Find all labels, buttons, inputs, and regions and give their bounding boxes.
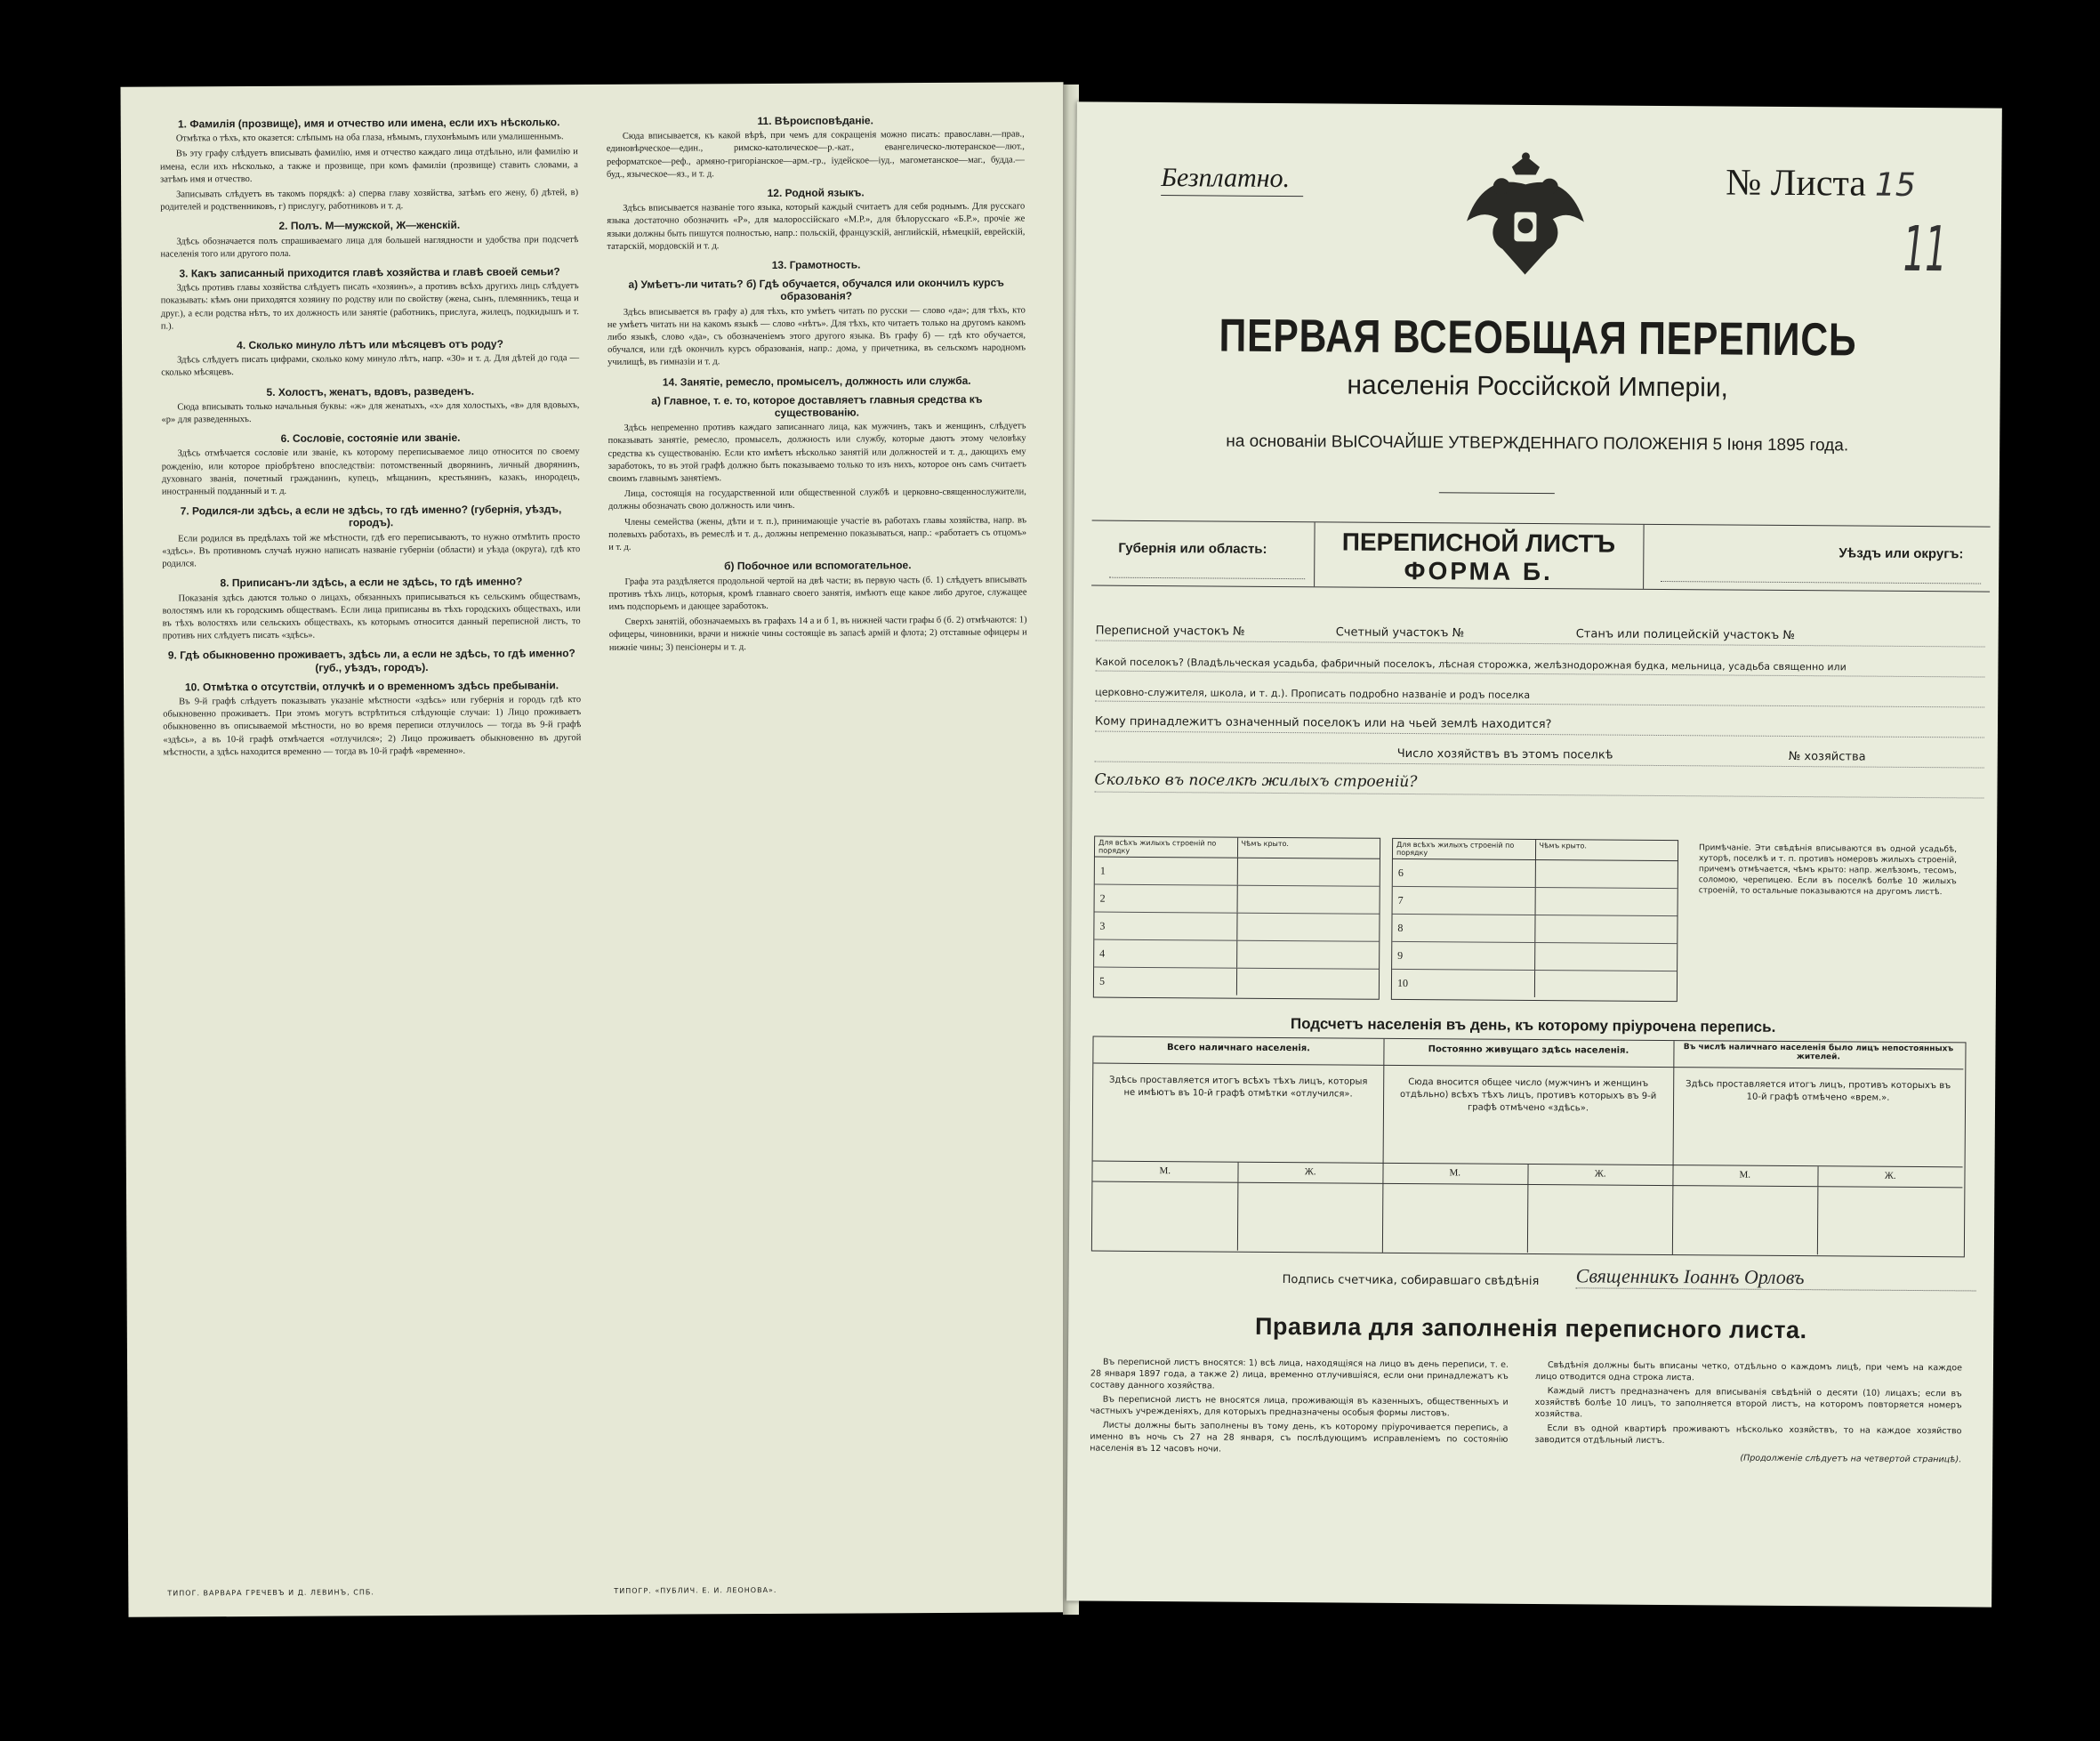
paragraph: Члены семейства (жены, дѣти и т. п.), принимающіе участіе въ работахъ главы хозяйства, напр. въ полевыхъ работахъ, въ ремеслѣ и т. д., должны непременно показываться, напр.: «работаетъ съ отцомъ» и т. д.: [608, 515, 1027, 553]
underline: [1161, 195, 1303, 197]
buildings-table-right: [1391, 838, 1678, 1002]
pop-col-total: [1092, 1037, 1385, 1253]
form-name-box: [1314, 522, 1644, 589]
census-form-front-page: [1066, 101, 2002, 1607]
household-count-label: Число хозяйствъ въ этомъ поселкѣ: [1396, 746, 1613, 762]
free-of-charge-label: Безплатно.: [1161, 163, 1291, 194]
table-row[interactable]: 9: [1392, 942, 1677, 971]
section-heading: б) Побочное или вспомогательное.: [724, 559, 912, 573]
section-heading: 1. Фамилія (прозвище), имя и отчество или имена, если ихъ нѣсколько.: [177, 116, 560, 131]
paragraph: Отмѣтка о тѣхъ, кто оказется: слѣпымъ на оба глаза, нѣмымъ, глухонѣмымъ или умалишеннымъ.: [175, 132, 564, 144]
table-row[interactable]: 5: [1094, 968, 1379, 996]
printer-imprint: ТИПОГ. ВАРВАРА ГРЕЧЕВЪ И Д. ЛЕВИНЪ, СПБ.: [167, 1588, 374, 1598]
male-label: М.: [1672, 1165, 1818, 1186]
form-name: ПЕРЕПИСНОЙ ЛИСТЪ: [1341, 528, 1616, 558]
buildings-count-label: Сколько въ поселкѣ жилыхъ строеній?: [1094, 770, 1418, 792]
uezd-label: Уѣздъ или округъ:: [1839, 545, 1964, 562]
guberniya-blank: [1109, 577, 1305, 580]
table-row[interactable]: 1: [1095, 858, 1380, 887]
form-type: ФОРМА Б.: [1404, 556, 1553, 586]
household-number-label: № хозяйства: [1788, 749, 1866, 764]
section-heading: 2. Полъ. М—мужской, Ж—женскій.: [278, 219, 461, 233]
pop-col-permanent: [1382, 1039, 1675, 1254]
handwritten-sheet-number: 11: [1903, 212, 1948, 286]
paragraph: Сверхъ занятій, обозначаемыхъ въ графахъ 14 а и б 1, въ нижней части графы б (б. 2) отмѣчаются: 1) офицеры, чиновники, врачи и нижніе чины состоящіе въ запасѣ армій и флота; 2) отставные офицеры и нижніе чины; 3) пенсіонеры и т. д.: [608, 615, 1027, 653]
settlement-owner-label: Кому принадлежитъ означенный поселокъ или на чьей землѣ находится?: [1094, 714, 1552, 732]
pop-col-desc: Здѣсь проставляется итогъ всѣхъ тѣхъ лицъ, которыя не имѣютъ въ 10-й графѣ отмѣтки «отлучился».: [1093, 1064, 1384, 1164]
rules-column-1: [1090, 1357, 1509, 1460]
double-headed-eagle-icon: [1458, 149, 1592, 283]
section-heading: 12. Родной языкъ.: [767, 186, 865, 199]
section-heading: 11. Вѣроисповѣданіе.: [757, 114, 873, 128]
pop-col-header: Въ числѣ наличнаго населенія было лицъ непостоянныхъ жителей.: [1673, 1041, 1963, 1069]
male-temporary-cell[interactable]: [1672, 1186, 1818, 1254]
section-heading: 7. Родился-ли здѣсь, а если не здѣсь, то гдѣ именно? (губернія, уѣздъ, городъ).: [180, 503, 562, 529]
female-temporary-cell[interactable]: [1817, 1187, 1962, 1255]
paragraph: Здѣсь противъ главы хозяйства слѣдуетъ писать «хозяинъ», а противъ всѣхъ другихъ лицъ слѣдуетъ показывать: кѣмъ они приходятся хозяину по родству или по свойству (жена, сынъ, племянникъ, теща и друг.), а если родства нѣтъ, то их должность или занятіе (работникъ, прислуга, жилецъ, подкидышъ и т. п.).: [160, 281, 579, 332]
table-row[interactable]: 4: [1094, 940, 1379, 970]
counting-district-label: Счетный участокъ №: [1335, 625, 1465, 641]
table-row[interactable]: 3: [1094, 913, 1379, 942]
rules-title: Правила для заполненія переписного листа.: [1254, 1312, 1807, 1344]
paragraph: Сюда вписывать только начальныя буквы: «ж» для женатыхъ, «х» для холостыхъ, «в» для вдовыхъ, «р» для разведенныхъ.: [161, 399, 580, 425]
guberniya-label: Губернія или область:: [1118, 540, 1267, 557]
continued-note: (Продолженіе слѣдуетъ на четвертой страницѣ).: [1740, 1453, 1962, 1465]
paragraph: Въ 9-й графѣ слѣдуетъ показывать указаніе мѣстности «здѣсь» или губернія и городъ гдѣ кто обыкновенно проживаетъ. При этомъ могутъ встрѣтиться слѣдующіе случаи: 1) Лицо проживаетъ обыкновенно въ описываемой мѣстности, но во время переписи отлучилось — тогда въ 9-й графѣ «здѣсь», а въ 10-й графѣ отмѣчается «отлучился»; 2) Лицо проживаетъ обыкновенно въ другой мѣстности, а здѣсь находится временно — тогда въ 10-й графѣ «временно».: [163, 695, 582, 758]
sheet-number-label: № Листа: [1726, 162, 1867, 205]
buildings-col-header-2: Для всѣхъ жилыхъ строеній по порядку: [1393, 839, 1536, 859]
enumerator-signature[interactable]: Священникъ Іоаннъ Орловъ: [1576, 1264, 1976, 1291]
paragraph: Графа эта раздѣляется продольной чертой на двѣ части; въ первую часть (б. 1) слѣдуетъ вписывать противъ тѣхъ лицъ, которыя, кромѣ главнаго своего занятія, имѣютъ еще какое либо другое, служащее имъ подспорьемъ и дающее заработокъ.: [608, 574, 1027, 612]
buildings-table-left: [1093, 836, 1380, 1000]
population-count-table: [1091, 1036, 1967, 1258]
paragraph: Здѣсь вписывается названіе того языка, который каждый считаетъ для себя роднымъ. Для русскаго языка достаточно обозначить «Р», для малороссійскаго «М.Р.», для бѣлорусскаго «Б.Р.», прочіе же языки должны быть пишутся полностью, напр.: польскій, французскій, английскій, нѣмецкій, еврейскій, татарскій, мордовскій и т. д.: [607, 201, 1026, 252]
paragraph: Лица, состоящія на государственной или общественной службѣ и церковно-священнослужители, должны обозначать свою должность или чинъ.: [607, 487, 1026, 512]
female-label: Ж.: [1304, 1166, 1316, 1178]
section-heading: 3. Какъ записанный приходится главѣ хозяйства и главѣ своей семьи?: [179, 265, 560, 280]
uezd-blank: [1661, 581, 1981, 584]
form-subtitle: населенія Россійской Имперіи,: [1347, 370, 1729, 403]
sheet-number-value: 15: [1874, 166, 1916, 204]
section-heading: 9. Гдѣ обыкновенно проживаетъ, здѣсь ли, а если не здѣсь, то гдѣ именно? (губ., уѣздъ, городъ).: [167, 647, 575, 674]
paragraph: Здѣсь вписывается въ графу а) для тѣхъ, кто умѣетъ читать по русски — слово «да»; для тѣхъ, кто не умѣетъ читать ни на какомъ языкѣ — слово «нѣтъ». Для тѣхъ, кто читаетъ только на другомъ какомъ либо языкѣ, слово «да», съ обозначеніемъ этого другого языка. Въ графу б) — гдѣ кто обучается, обучался, или гдѣ окончилъ курсъ образованія, напр.: дома, у причетника, въ сельскомъ народномъ училищѣ, въ гимназіи и т. д.: [607, 305, 1026, 368]
table-row[interactable]: 7: [1393, 887, 1678, 916]
divider: [1439, 492, 1555, 494]
section-heading: 10. Отмѣтка о отсутствіи, отлучкѣ и о временномъ здѣсь пребываніи.: [184, 678, 559, 694]
form-header-row: [1091, 520, 1990, 592]
settlement-type-label: Какой поселокъ? (Владѣльческая усадьба, фабричный поселокъ, лѣсная сторожка, желѣзнодорожная будка, мельница, усадьба священно или: [1095, 656, 1847, 673]
pop-col-desc: Здѣсь проставляется итогъ лицъ, противъ которыхъ въ 10-й графѣ отмѣчено «врем.».: [1673, 1068, 1964, 1167]
rule-paragraph: Въ переписной листъ не вносятся лица, проживающія въ казенныхъ, общественныхъ и частныхъ учрежденіяхъ, для которыхъ предназначены особыя формы листовъ.: [1090, 1394, 1509, 1419]
paragraph: Здѣсь обозначается полъ спрашиваемаго лица для большей наглядности и удобства при подсчетѣ населенія того или другого пола.: [160, 234, 579, 260]
male-total-cell[interactable]: [1092, 1182, 1238, 1251]
rule-paragraph: Каждый листъ предназначенъ для вписыванія свѣдѣній о десяти (10) лицахъ; если въ хозяйствѣ болѣе 10 лицъ, то заполняется второй листъ, на которомъ повторяется номеръ хозяйства.: [1534, 1386, 1962, 1420]
locality-fields: [1094, 618, 1984, 806]
female-label: Ж.: [1884, 1170, 1896, 1181]
settlement-name-line[interactable]: [1095, 679, 1984, 708]
signature-label: Подпись счетчика, собиравшаго свѣдѣнія: [1282, 1273, 1540, 1289]
male-permanent-cell[interactable]: [1382, 1184, 1528, 1253]
roofing-col-header-2: Чѣмъ крыто.: [1539, 842, 1588, 850]
household-count-line[interactable]: [1095, 739, 1984, 769]
paragraph: Показанія здѣсь даются только о лицахъ, обязанныхъ приписываться къ сельскимъ обществамъ, волостямъ или къ городскимъ обществамъ. Если лица приписаны въ тѣхъ городскихъ обществахъ, или въ тѣхъ волостяхъ или сельскихъ обществахъ, къ которымъ относится данный переписной листъ, то противъ них слѣдуетъ писать «здѣсь».: [162, 591, 581, 641]
section-heading: 8. Приписанъ-ли здѣсь, а если не здѣсь, то гдѣ именно?: [220, 575, 523, 590]
guberniya-field[interactable]: [1091, 521, 1315, 587]
paragraph: Записывать слѣдуетъ въ такомъ порядкѣ: а) сперва главу хозяйства, затѣмъ его жену, б) дѣтей, в) родителей и родственниковъ, г) прислугу, работниковъ и т. д.: [160, 188, 579, 213]
paragraph: Здѣсь отмѣчается сословіе или званіе, къ которому переписываемое лицо относится по своему рожденію, или которое пріобрѣтено впоследствіи: потомственный дворянинъ, личный дворянинъ, духовнаго званія, почетный гражданинъ, купецъ, мѣщанинъ, крестьянинъ, казакъ, инородецъ, иностранный подданный и т. д.: [161, 447, 580, 497]
buildings-col-header: Для всѣхъ жилыхъ строеній по порядку: [1095, 837, 1238, 858]
rule-paragraph: Листы должны быть заполнены въ тому день, къ которому пріурочивается перепись, а именно въ ночь съ 27 на 28 января, съ послѣдующимъ исправленіемъ по состоянію населенія въ 12 часовъ ночи.: [1090, 1420, 1509, 1455]
settlement-name-label: церковно-служителя, школа, и т. д.). Прописать подробно названіе и родъ поселка: [1095, 686, 1531, 701]
table-row[interactable]: 8: [1392, 915, 1677, 944]
pop-col-temporary: [1672, 1041, 1964, 1256]
census-district-label: Переписной участокъ №: [1095, 624, 1245, 639]
legal-basis: на основаніи ВЫСОЧАЙШЕ УТВЕРЖДЕННАГО ПОЛОЖЕНІЯ 5 Іюня 1895 года.: [1226, 431, 1849, 455]
census-back-page: [121, 82, 1072, 1617]
paragraph: Здѣсь слѣдуетъ писать цифрами, сколько кому минуло лѣтъ, напр. «30» и т. д. Для дѣтей до года — сколько мѣсяцевъ.: [161, 353, 580, 379]
male-label: М.: [1382, 1164, 1528, 1184]
instructions-column-2: [607, 107, 1027, 657]
rule-paragraph: Если въ одной квартирѣ проживаютъ нѣсколько хозяйствъ, то на каждое хозяйство заводится отдѣльный листъ.: [1534, 1423, 1962, 1447]
table-row[interactable]: 2: [1095, 885, 1380, 915]
section-heading: а) Главное, т. е. то, которое доставляетъ главныя средства къ существованію.: [651, 392, 983, 420]
settlement-owner-line[interactable]: [1095, 709, 1984, 738]
section-heading: а) Умѣетъ-ли читать? б) Гдѣ обучается, обучался или окончилъ курсъ образованія?: [628, 276, 1004, 303]
female-permanent-cell[interactable]: [1527, 1185, 1672, 1253]
buildings-count-line[interactable]: [1094, 770, 1983, 799]
pop-col-header: Постоянно живущаго здѣсь населенія.: [1383, 1039, 1673, 1068]
uezd-field[interactable]: [1643, 525, 1990, 592]
population-count-title: Подсчетъ населенія въ день, къ которому пріурочена перепись.: [1290, 1015, 1776, 1036]
district-numbers-line[interactable]: [1096, 618, 1985, 648]
paragraph: Въ эту графу слѣдуетъ вписывать фамилію, имя и отчество каждаго лица отдѣльно, или фамилію и имена, если ихъ нѣсколько, а также и прозвище, при комъ фамиліи (прозвище) ставить словами, а затѣмъ имя и отчество.: [159, 147, 578, 185]
rule-paragraph: Свѣдѣнія должны быть вписаны четко, отдѣльно о каждомъ лицѣ, при чемъ на каждое лицо отводится одна строка листа.: [1534, 1360, 1963, 1383]
pop-col-header: Всего наличнаго населенія.: [1093, 1037, 1383, 1066]
table-row[interactable]: 6: [1393, 859, 1678, 889]
pop-col-desc: Сюда вносится общее число (мужчинъ и женщинъ отдѣльно) всѣхъ тѣхъ лицъ, противъ которыхъ въ 9-й графѣ отмѣчено «здѣсь».: [1383, 1066, 1674, 1165]
section-heading: 5. Холостъ, женатъ, вдовъ, разведенъ.: [266, 384, 475, 399]
roofing-col-header: Чѣмъ крыто.: [1241, 839, 1290, 849]
table-row[interactable]: 10: [1392, 970, 1677, 998]
female-total-cell[interactable]: [1237, 1183, 1382, 1252]
settlement-type-line[interactable]: [1095, 649, 1984, 678]
section-heading: 4. Сколько минуло лѣтъ или мѣсяцевъ отъ роду?: [237, 337, 503, 352]
female-label: Ж.: [1594, 1168, 1606, 1180]
section-heading: 14. Занятіе, ремесло, промыселъ, должность или служба.: [662, 374, 971, 389]
paragraph: Если родился въ предѣлахъ той же мѣстности, гдѣ его переписываютъ, то нужно отмѣтить просто «здѣсь». Въ противномъ случаѣ нужно написать названіе губерніи (области) и уѣзда (округа), гдѣ кто родился.: [162, 531, 581, 569]
printer-imprint-2: ТИПОГР. «ПУБЛИЧ. Е. И. ЛЕОНОВА».: [614, 1585, 777, 1595]
police-district-label: Станъ или полицейскій участокъ №: [1575, 627, 1795, 643]
section-heading: 13. Грамотность.: [771, 258, 861, 271]
section-heading: 6. Сословіе, состояніе или званіе.: [280, 431, 461, 446]
paragraph: Здѣсь непременно противъ каждаго записаннаго лица, как мужчинъ, такъ и женщинъ, слѣдуетъ показывать занятіе, ремесло, промыселъ, должность или службу, которые даютъ этому человѣку средства къ существованію. Если кто имѣетъ нѣсколько занятій или должностей и т. д., дающихъ ему заработокъ, то въ этой графѣ должно быть показываемо только то изъ нихъ, которое онъ самъ считаетъ своимъ главнымъ занятіемъ.: [607, 421, 1026, 484]
buildings-note: Примѣчаніе. Эти свѣдѣнія вписываются въ одной усадьбѣ, хуторѣ, поселкѣ и т. п. противъ номеровъ жилыхъ строеній, причемъ отмѣчается, чѣмъ крыто: напр. желѣзомъ, тесомъ, соломою, черепицею. Если въ поселкѣ болѣе 10 жилыхъ строеній, то остальные показываются на другомъ листѣ.: [1698, 843, 1958, 898]
instructions-column-1: [160, 109, 582, 762]
rule-paragraph: Въ переписной листъ вносятся: 1) всѣ лица, находящіяся на лицо въ день переписи, т. е. 28 января 1897 года, а также 2) лица, временно отлучившіяся, если они принадлежатъ къ составу данного хозяйства.: [1090, 1357, 1509, 1391]
rules-column-2: [1534, 1359, 1962, 1468]
paragraph: Сюда вписывается, къ какой вѣрѣ, при чемъ для сокращенія можно писать: православн.—прав., единовѣрческое—един., римско-католическое—р.-кат., евангелическо-лютеранское—лют., реформатское—реф., армяно-григоріанское—арм.-гр., іудейское—іуд., магометанское—маг., будда.—буд., языческое—яз., и т. д.: [606, 129, 1025, 180]
sheet-number: [1726, 161, 1916, 205]
form-title: ПЕРВАЯ ВСЕОБЩАЯ ПЕРЕПИСЬ: [1219, 310, 1857, 367]
male-label: М.: [1092, 1162, 1238, 1182]
